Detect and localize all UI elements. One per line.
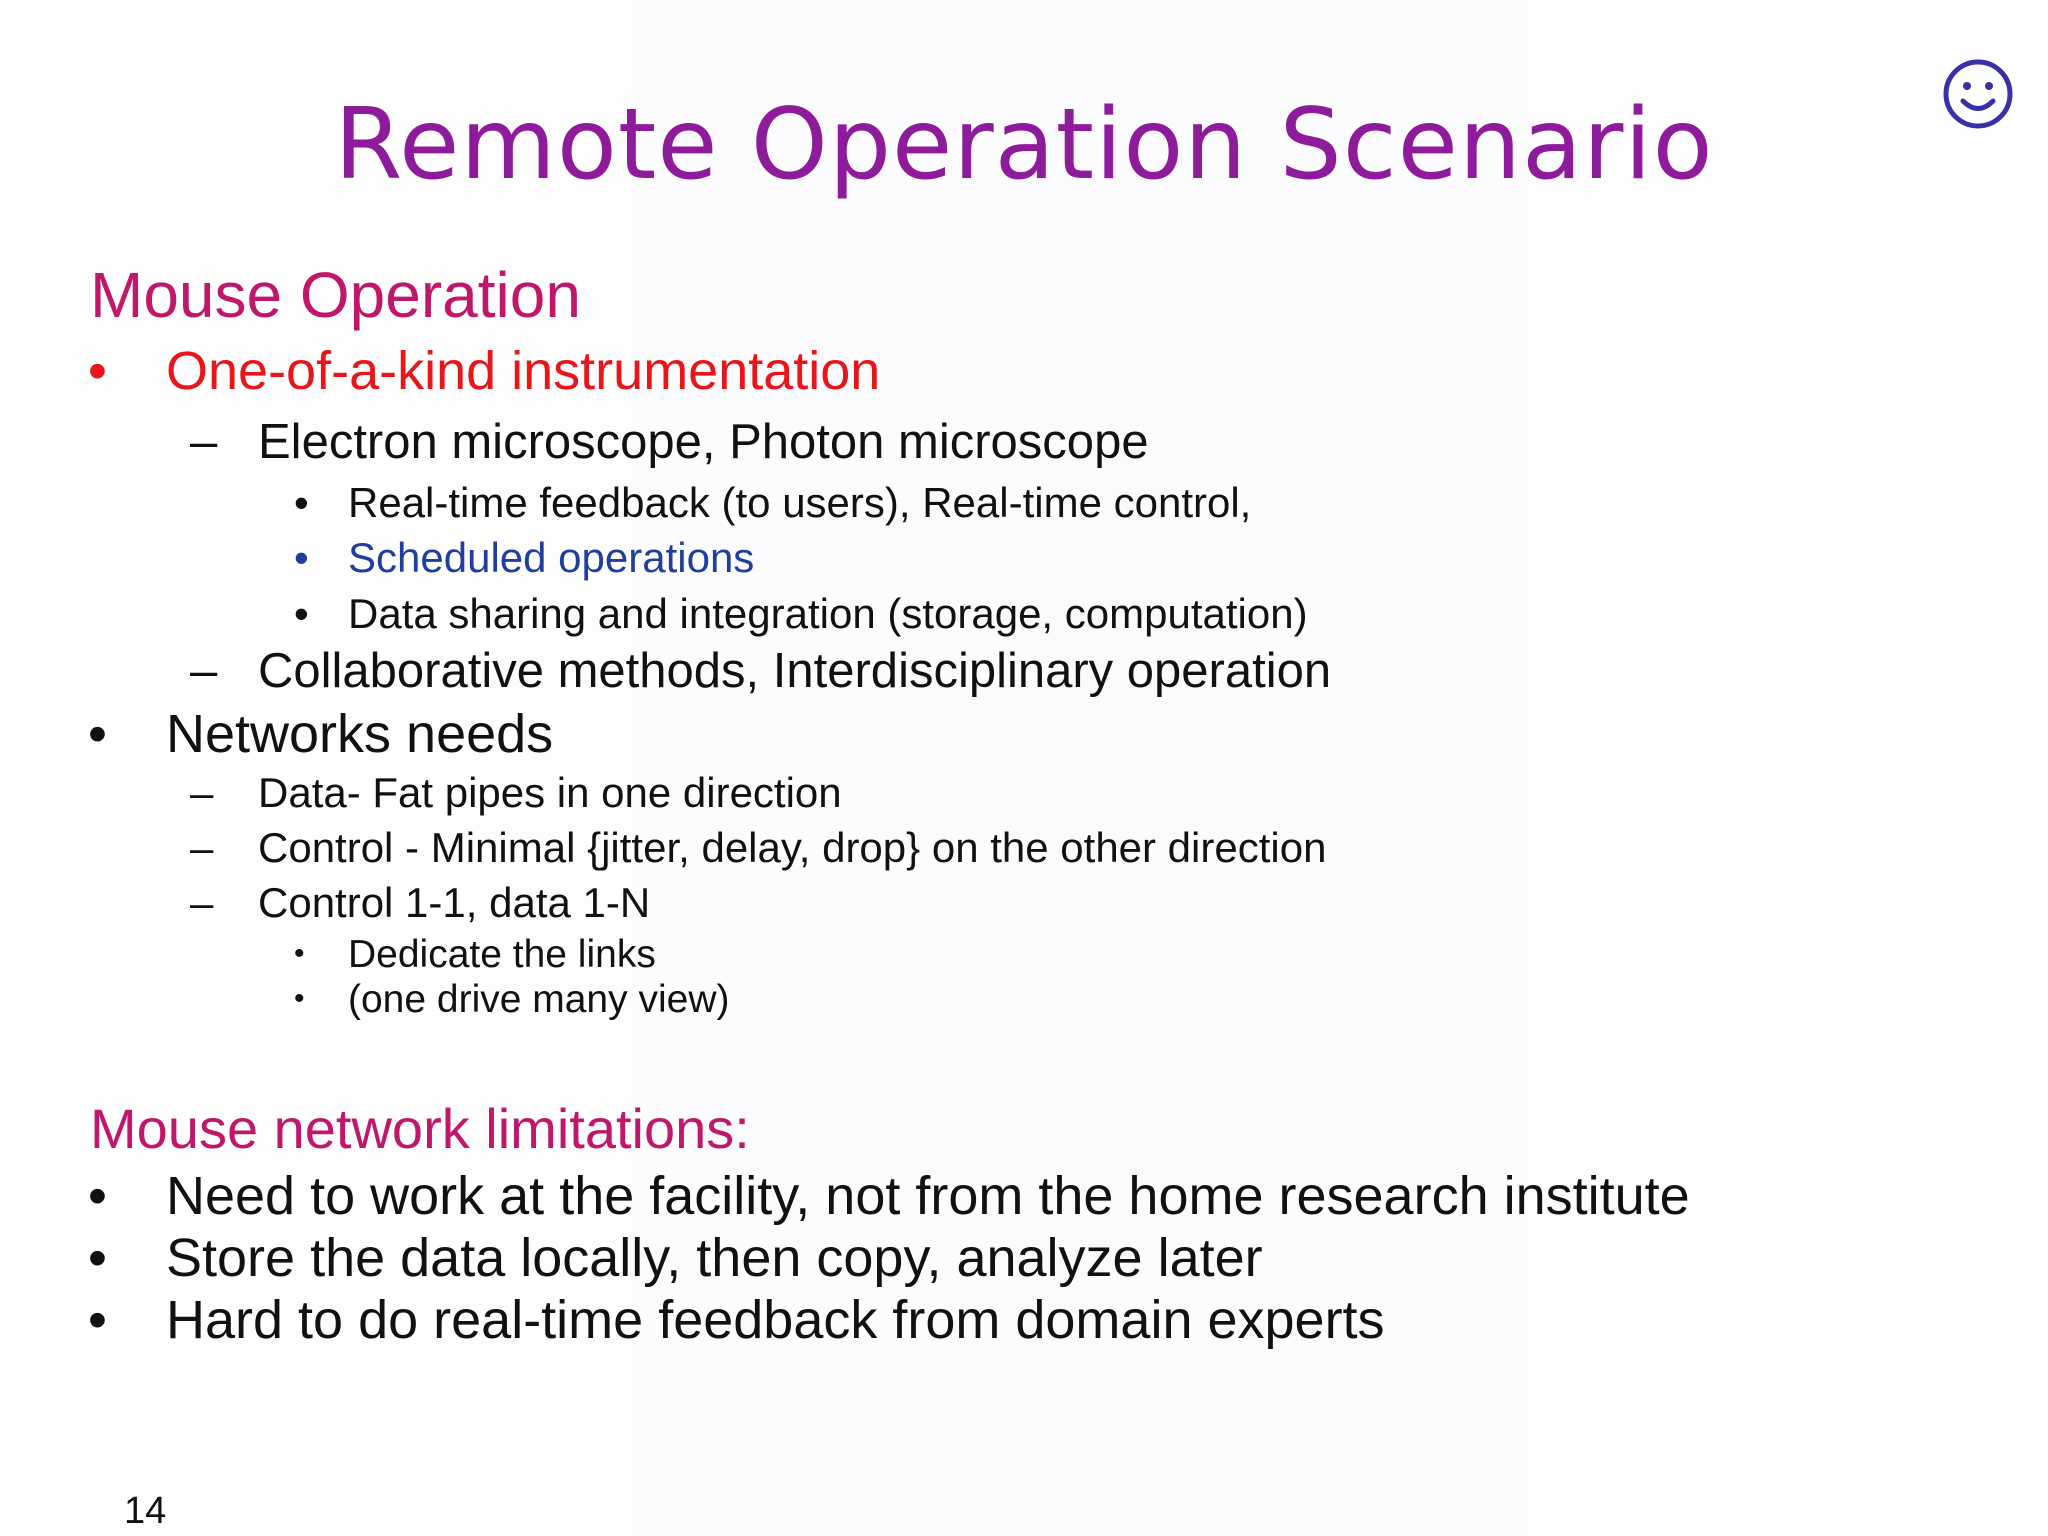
bullet-marker: •	[294, 937, 305, 970]
bullet-marker: •	[294, 534, 309, 581]
page-number: 14	[124, 1490, 167, 1532]
sub-item-text: Control - Minimal {jitter, delay, drop} on the other direction	[258, 824, 1327, 871]
bullet-marker: •	[88, 341, 107, 401]
sub-sub-item-text: Dedicate the links	[348, 933, 656, 976]
sub-sub-item-text: Real-time feedback (to users), Real-time control,	[348, 479, 1252, 526]
dash-marker: –	[190, 415, 218, 469]
sub-item-text: Data- Fat pipes in one direction	[258, 769, 842, 816]
bullet-text: One-of-a-kind instrumentation	[166, 341, 881, 401]
bullet-marker: •	[294, 479, 309, 526]
sub-item-text: Electron microscope, Photon microscope	[258, 415, 1149, 469]
sub-item-text: Collaborative methods, Interdisciplinary operation	[258, 644, 1332, 698]
slide-title: Remote Operation Scenario	[334, 88, 1714, 202]
bullet-text: Store the data locally, then copy, analyze later	[166, 1228, 1263, 1288]
bullet-marker: •	[88, 1166, 107, 1226]
sub-sub-item-text: (one drive many view)	[348, 978, 730, 1021]
section-heading-network-limitations: Mouse network limitations:	[90, 1097, 750, 1160]
bullet-marker: •	[294, 590, 309, 637]
bullet-marker: •	[88, 1228, 107, 1288]
dash-marker: –	[190, 769, 214, 816]
bullet-marker: •	[294, 982, 305, 1015]
bullet-text: Need to work at the facility, not from the home research institute	[166, 1166, 1690, 1226]
dash-marker: –	[190, 644, 218, 698]
dash-marker: –	[190, 879, 214, 926]
sub-item-text: Control 1-1, data 1-N	[258, 879, 651, 926]
bullet-text: Hard to do real-time feedback from domain experts	[166, 1290, 1385, 1350]
bullet-marker: •	[88, 1290, 107, 1350]
smiley-face-icon	[1942, 58, 2014, 130]
section-heading-mouse-operation: Mouse Operation	[90, 259, 581, 331]
sub-sub-item-text: Data sharing and integration (storage, computation)	[348, 590, 1308, 637]
sub-sub-item-text: Scheduled operations	[348, 534, 755, 581]
bullet-marker: •	[88, 704, 107, 764]
bullet-text: Networks needs	[166, 704, 554, 764]
dash-marker: –	[190, 824, 214, 871]
